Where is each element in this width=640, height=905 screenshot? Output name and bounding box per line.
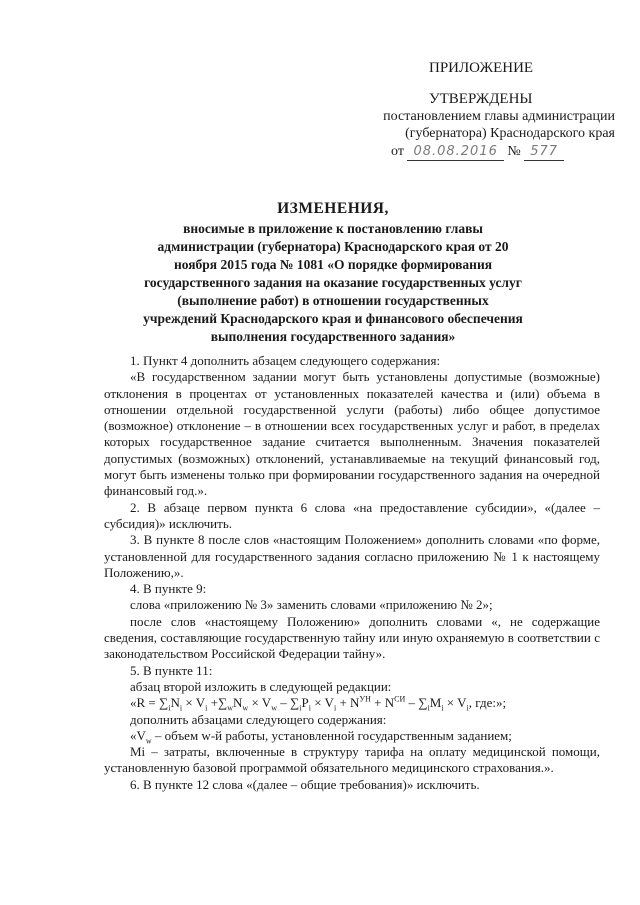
- page-title: ИЗМЕНЕНИЯ,: [277, 200, 389, 217]
- number-prefix: №: [507, 144, 521, 159]
- paragraph-2: 2. В абзаце первом пункта 6 слова «на предоставление субсидии», «(далее – субсидия)» исключить.: [104, 499, 600, 531]
- paragraph-6: 6. В пункте 12 слова «(далее – общие требования)» исключить.: [130, 776, 480, 792]
- document-heading: [140, 200, 526, 346]
- approval-block: [355, 60, 615, 161]
- paragraph-1: 1. Пункт 4 дополнить абзацем следующего содержания:: [130, 353, 441, 368]
- paragraph-3: 3. В пункте 8 после слов «настоящим Положением» дополнить словами «по форме, установленной для государственного задания согласно приложению № 1 к настоящему Положению,».: [104, 532, 600, 580]
- decree-line-1: постановлением главы администрации: [383, 109, 615, 124]
- paragraph-4: 4. В пункте 9:: [130, 581, 207, 597]
- paragraph-4a: слова «приложению № 3» заменить словами «приложению № 2»;: [130, 597, 493, 613]
- paragraph-1-quote: «В государственном задании могут быть установлены допустимые (возможные) отклонения в процентах от установленных показателей качества и (или) объема в отношении отдельной государственной услуги (работы) либо общее допустимое (возможное) отклонение – в отношении всех государственных услуг и работ, в пределах которых государственное задание считается выполненным. Значения показателей допустимых (возможных) отклонений, устанавливаемые на текущий финансовый год, могут быть изменены только при формировании государственного задания на очередной финансовый год.».: [104, 369, 600, 499]
- paragraph-5: 5. В пункте 11:: [130, 662, 213, 678]
- page-subtitle: вносимые в приложение к постановлению главы администрации (губернатора) Краснодарского края от 20 ноября 2015 года № 1081 «О порядке формирования государственного задания на оказание государственных услуг (выполнение работ) в отношении государственных учреждений Краснодарского края и финансового обеспечения выполнения государственного задания»: [143, 221, 523, 344]
- date-prefix: от: [391, 144, 404, 159]
- paragraph-5b: дополнить абзацами следующего содержания:: [130, 711, 387, 727]
- document-body: [104, 353, 600, 793]
- handwritten-number: 577: [524, 143, 564, 161]
- paragraph-5a: абзац второй изложить в следующей редакции:: [130, 678, 392, 694]
- decree-line-2: (губернатора) Краснодарского края: [405, 126, 615, 141]
- paragraph-4b: после слов «настоящему Положению» дополнить словами «, не содержащие сведения, составляющие государственную тайну или иную охраняемую в соответствии с законодательством Российской Федерации тайну».: [104, 613, 600, 662]
- formula-line: «$R = \sum_iN_i \times V_i +\sum_wN_w \times V_w - \sum_iP_i \times V_i + N^{УН} + N^{СИ} - \sum_iM_i \times V_i$, где:»;: [130, 694, 507, 713]
- handwritten-date: 08.08.2016: [407, 143, 503, 161]
- approved-label: УТВЕРЖДЕНЫ: [429, 91, 533, 107]
- paragraph-5d: Mi – затраты, включенные в структуру тарифа на оплату медицинской помощи, установленную базовой программой обязательного медицинского страхования.».: [104, 744, 600, 776]
- date-number-line: [355, 143, 615, 161]
- appendix-label: ПРИЛОЖЕНИЕ: [429, 60, 534, 76]
- paragraph-5c: «$V_w$ – объем w-й работы, установленной государственным заданием;: [130, 727, 512, 746]
